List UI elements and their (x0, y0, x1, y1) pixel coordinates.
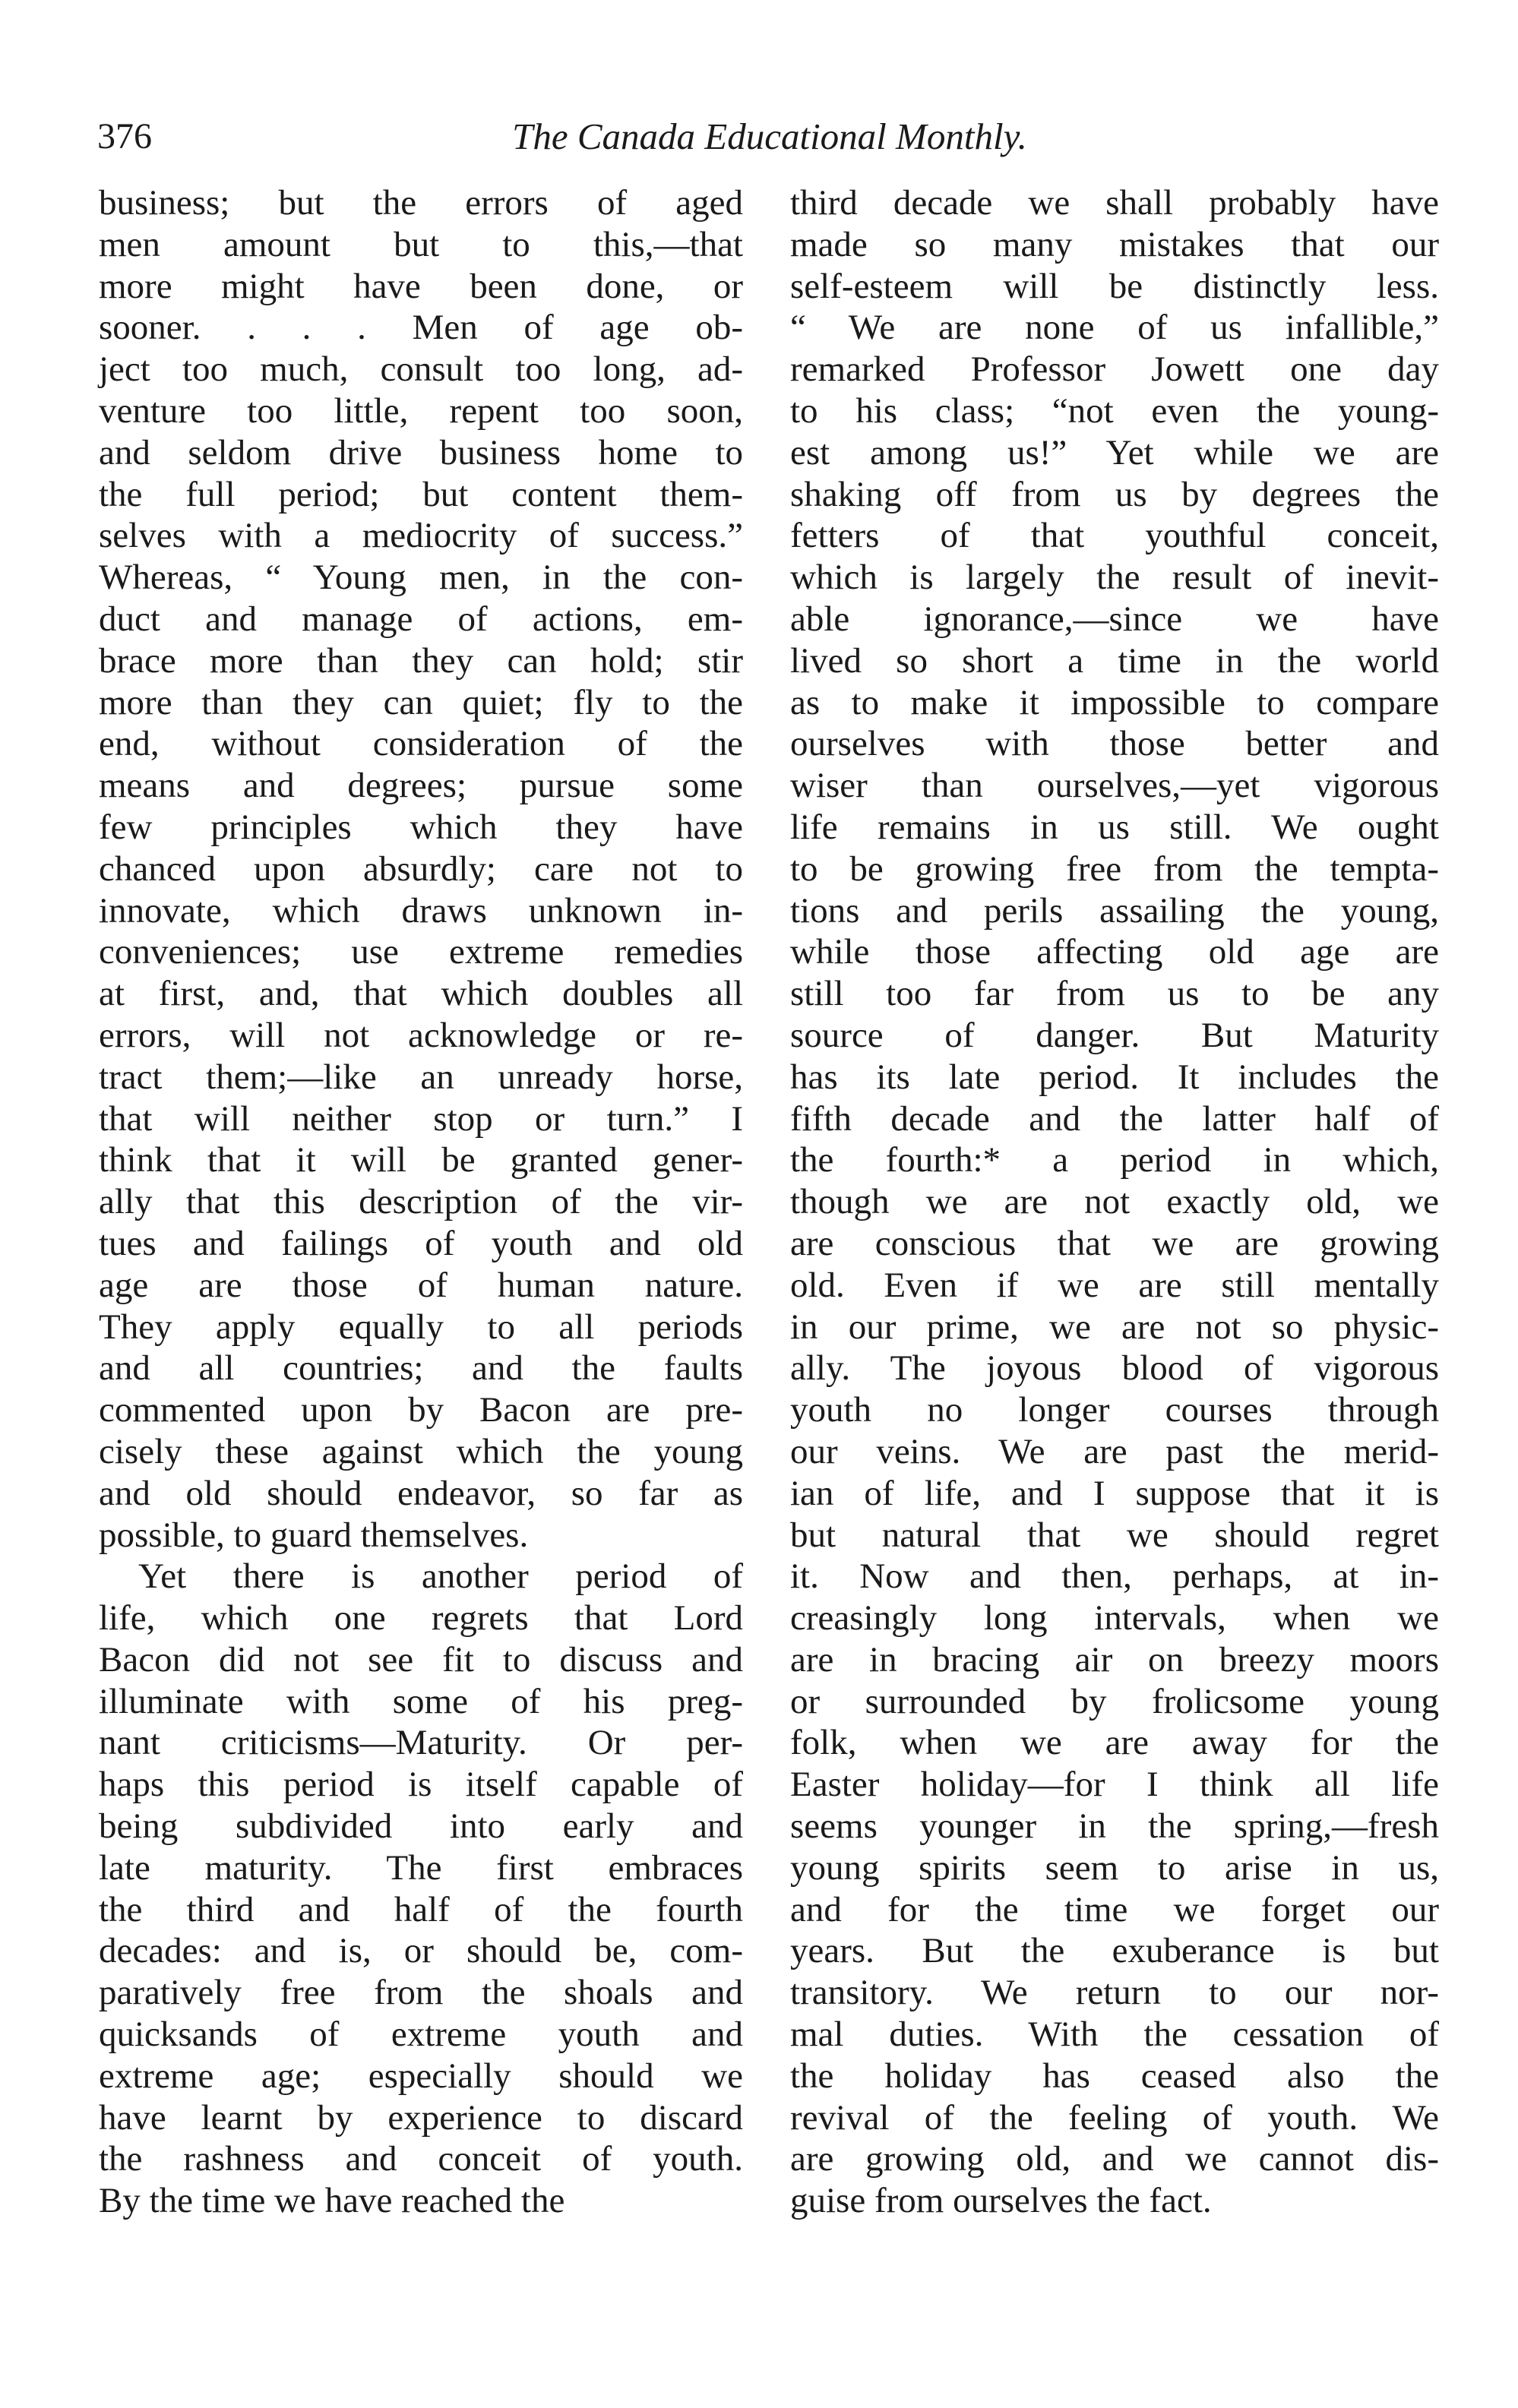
text-line: possible, to guard themselves. (99, 1515, 529, 1555)
text-line: duct and manage of actions, em- (99, 599, 743, 639)
text-line: conveniences; use extreme remedies (99, 932, 743, 972)
text-line: “ We are none of us infallible,” (790, 308, 1439, 348)
text-line: young spirits seem to arise in us, (790, 1847, 1439, 1888)
text-line: mal duties. With the cessation of (790, 2015, 1439, 2055)
text-line: est among us!” Yet while we are (790, 432, 1439, 472)
text-line: third decade we shall probably have (790, 183, 1439, 223)
text-line: selves with a mediocrity of success.” (99, 516, 743, 556)
text-line: life remains in us still. We ought (790, 807, 1439, 847)
text-line: tues and failings of youth and old (99, 1223, 743, 1263)
text-line: ject too much, consult too long, ad- (99, 349, 743, 390)
text-line: the holiday has ceased also the (790, 2056, 1439, 2096)
text-line: sooner. . . . Men of age ob- (99, 308, 743, 348)
text-line: our veins. We are past the merid- (790, 1431, 1439, 1471)
text-line: They apply equally to all periods (99, 1307, 743, 1347)
text-line: but natural that we should regret (790, 1515, 1439, 1555)
text-line: Whereas, “ Young men, in the con- (99, 558, 743, 598)
text-line: quicksands of extreme youth and (99, 2015, 743, 2055)
text-line: and old should endeavor, so far as (99, 1473, 743, 1513)
text-line: few principles which they have (99, 807, 743, 847)
text-line: the third and half of the fourth (99, 1889, 743, 1929)
text-line: still too far from us to be any (790, 974, 1439, 1014)
text-line: able ignorance,—since we have (790, 599, 1439, 639)
text-line: it. Now and then, perhaps, at in- (790, 1556, 1439, 1597)
text-line: ian of life, and I suppose that it is (790, 1473, 1439, 1513)
text-line: business; but the errors of aged (99, 183, 743, 223)
text-line: being subdivided into early and (99, 1806, 743, 1847)
text-line: illuminate with some of his preg- (99, 1681, 743, 1721)
text-line: late maturity. The first embraces (99, 1847, 743, 1888)
text-line: self-esteem will be distinctly less. (790, 266, 1439, 306)
text-line: in our prime, we are not so physic- (790, 1307, 1439, 1347)
text-line: have learnt by experience to discard (99, 2097, 743, 2138)
text-line: venture too little, repent too soon, (99, 390, 743, 431)
text-line: which is largely the result of inevit- (790, 558, 1439, 598)
text-line: errors, will not acknowledge or re- (99, 1015, 743, 1055)
text-line: and seldom drive business home to (99, 432, 743, 472)
text-line: creasingly long intervals, when we (790, 1598, 1439, 1639)
text-line: revival of the feeling of youth. We (790, 2097, 1439, 2138)
text-line: as to make it impossible to compare (790, 682, 1439, 722)
text-line: Easter holiday—for I think all life (790, 1765, 1439, 1805)
text-line: while those affecting old age are (790, 932, 1439, 972)
text-line: end, without consideration of the (99, 724, 743, 764)
text-line: ally. The joyous blood of vigorous (790, 1348, 1439, 1389)
text-line: means and degrees; pursue some (99, 766, 743, 806)
text-line: guise from ourselves the fact. (790, 2181, 1212, 2221)
text-line: By the time we have reached the (99, 2181, 565, 2221)
page-number: 376 (97, 116, 152, 156)
text-line: Bacon did not see fit to discuss and (99, 1639, 743, 1680)
text-line: men amount but to this,—that (99, 224, 743, 264)
text-line: extreme age; especially should we (99, 2056, 743, 2096)
text-line: fifth decade and the latter half of (790, 1098, 1439, 1139)
text-line: wiser than ourselves,—yet vigorous (790, 766, 1439, 806)
text-column-right (790, 182, 1439, 2222)
text-line: life, which one regrets that Lord (99, 1598, 743, 1639)
text-line: innovate, which draws unknown in- (99, 890, 743, 931)
text-line: age are those of human nature. (99, 1265, 743, 1305)
text-line: at first, and, that which doubles all (99, 974, 743, 1014)
text-line: to be growing free from the tempta- (790, 848, 1439, 889)
text-column-left (99, 182, 743, 2222)
text-line: and all countries; and the faults (99, 1348, 743, 1389)
text-line: has its late period. It includes the (790, 1057, 1439, 1097)
text-line: old. Even if we are still mentally (790, 1265, 1439, 1305)
text-line: tions and perils assailing the young, (790, 890, 1439, 931)
text-line: youth no longer courses through (790, 1390, 1439, 1430)
text-line: cisely these against which the young (99, 1431, 743, 1471)
text-line: or surrounded by frolicsome young (790, 1681, 1439, 1721)
running-title: The Canada Educational Monthly. (512, 115, 1027, 157)
text-line: more than they can quiet; fly to the (99, 682, 743, 722)
text-line: Yet there is another period of (138, 1556, 743, 1597)
text-line: nant criticisms—Maturity. Or per- (99, 1723, 743, 1763)
text-line: that will neither stop or turn.” I (99, 1098, 743, 1139)
text-line: the fourth:* a period in which, (790, 1140, 1439, 1180)
page-header (97, 114, 1442, 167)
text-line: more might have been done, or (99, 266, 743, 306)
text-line: are conscious that we are growing (790, 1223, 1439, 1263)
text-line: to his class; “not even the young- (790, 390, 1439, 431)
text-line: and for the time we forget our (790, 1889, 1439, 1929)
text-line: shaking off from us by degrees the (790, 474, 1439, 514)
text-line: transitory. We return to our nor- (790, 1973, 1439, 2013)
text-line: brace more than they can hold; stir (99, 640, 743, 681)
text-line: remarked Professor Jowett one day (790, 349, 1439, 390)
text-line: source of danger. But Maturity (790, 1015, 1439, 1055)
text-line: the rashness and conceit of youth. (99, 2139, 743, 2179)
text-line: ally that this description of the vir- (99, 1182, 743, 1222)
text-line: seems younger in the spring,—fresh (790, 1806, 1439, 1847)
text-line: haps this period is itself capable of (99, 1765, 743, 1805)
text-line: ourselves with those better and (790, 724, 1439, 764)
text-line: lived so short a time in the world (790, 640, 1439, 681)
text-line: paratively free from the shoals and (99, 1973, 743, 2013)
text-line: decades: and is, or should be, com- (99, 1931, 743, 1971)
text-line: are growing old, and we cannot dis- (790, 2139, 1439, 2179)
text-line: tract them;—like an unready horse, (99, 1057, 743, 1097)
text-line: commented upon by Bacon are pre- (99, 1390, 743, 1430)
text-line: are in bracing air on breezy moors (790, 1639, 1439, 1680)
text-line: think that it will be granted gener- (99, 1140, 743, 1180)
text-line: years. But the exuberance is but (790, 1931, 1439, 1971)
text-line: chanced upon absurdly; care not to (99, 848, 743, 889)
text-line: fetters of that youthful conceit, (790, 516, 1439, 556)
text-line: made so many mistakes that our (790, 224, 1439, 264)
text-line: folk, when we are away for the (790, 1723, 1439, 1763)
text-line: though we are not exactly old, we (790, 1182, 1439, 1222)
text-line: the full period; but content them- (99, 474, 743, 514)
